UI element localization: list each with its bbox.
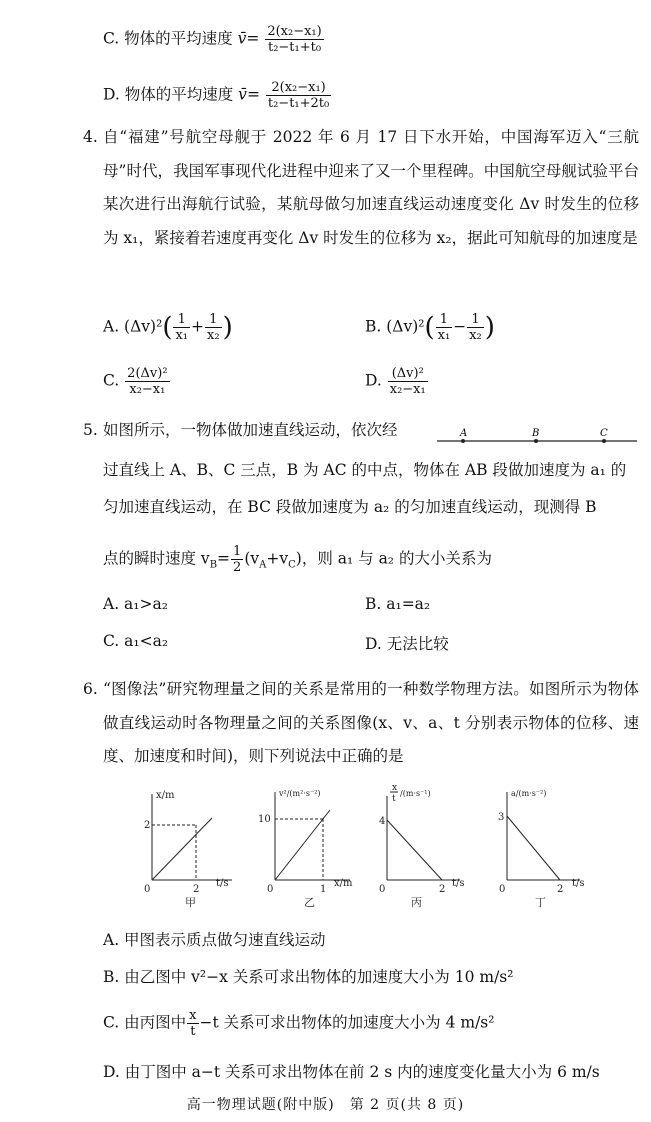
text: )，则 a₁ 与 a₂ 的大小关系为 [295,549,492,568]
text: C. 由丙图中 [103,1013,187,1032]
graph-jia-caption: 甲 [185,896,196,909]
q3-d-denominator: t₂−t₁+2t₀ [267,96,330,111]
frac-num: 1 [467,312,484,328]
text: −t 关系可求出物体的加速度大小为 4 m/s² [199,1013,495,1032]
q5-line4 [103,544,492,576]
q5-option-c: C. a₁<a₂ [103,632,169,650]
label-c: C [600,428,608,439]
q6-option-b: B. 由乙图中 v²−x 关系可求出物体的加速度大小为 10 m/s² [103,968,514,986]
graph-yi-ytick: 10 [258,814,271,825]
graph-bing-ylabel-den: t [392,794,396,804]
q4-c-prefix: C. [103,371,120,390]
sub: A [259,559,267,571]
point-a [461,439,465,443]
frac-den: x₂−x₁ [129,382,166,397]
q3-d-numerator: 2(x₂−x₁) [266,80,331,96]
q4-stem: 自“福建”号航空母舰于 2022 年 6 月 17 日下水开始，中国海军迈入“三航母”时代，我国军事现代化进程中迎来了又一个里程碑。中国航空母舰试验平台某次进行出海航行试验，某航母做匀加速直线运动速度变化 Δv 时发生的位移为 x₁，紧接着若速度再变化 Δv 时发生的位移为 x₂，据此可知航母的加速度是 [103,128,639,247]
sub: C [288,559,296,571]
q6-graphs [140,780,600,910]
q3-option-d-label: D. 物体的平均速度 [103,85,234,104]
v-bar-symbol: v̄= [237,29,260,48]
frac-den: x₁ [437,328,451,343]
frac-num: 1 [436,312,453,328]
graph-bing-ylabel-num: x [392,783,398,793]
sub: B [209,559,218,571]
graph-yi-ylabel: v²/(m²·s⁻²) [279,789,321,798]
graph-ding-xtick: 2 [557,884,564,895]
plot-line [387,820,442,880]
v-bar-symbol: v̄= [238,85,260,104]
graph-jia [152,794,232,880]
q4-b-prefix: B. (Δv)² [365,317,425,336]
q5-line2: 过直线上 A、B、C 三点，B 为 AC 的中点，物体在 AB 段做加速度为 a₁ 的 [103,461,627,479]
q5-line3: 匀加速直线运动，在 BC 段做加速度为 a₂ 的匀加速直线运动，现测得 B [103,498,597,516]
label-b: B [532,428,540,439]
frac-den: 2 [233,560,242,575]
q3-option-d [103,80,332,111]
q6-stem: “图像法”研究物理量之间的关系是常用的一种数学物理方法。如图所示为物体做直线运动时各物理量之间的关系图像(x、v、a、t 分别表示物体的位移、速度、加速度和时间)，则下列说法中正确的是 [103,680,639,765]
graph-bing-origin: 0 [379,884,386,895]
text: = [217,549,231,568]
frac-num: x [189,1008,197,1023]
graph-ding [507,792,580,880]
q6-option-d: D. 由丁图中 a−t 关系可求出物体在前 2 s 内的速度变化量大小为 6 m/s [103,1063,600,1081]
text: 点的瞬时速度 v [103,549,210,568]
graph-bing-ylabel-unit: /(m·s⁻¹) [400,789,431,798]
q4-option-d [365,366,429,397]
q3-option-c-fraction [265,24,323,55]
q4-option-b: B. (Δv)²( $\frac{1}{\text{x₁}}$ − $\frac{1}{\text{x₂}}$ ) [365,312,495,343]
frac-den: x₂ [469,328,482,343]
label-a: A [460,428,468,439]
q5-line-diagram [437,424,639,446]
frac-den: t [190,1024,196,1039]
frac-num: 1 [205,312,222,328]
graph-bing-xtick: 2 [439,884,446,895]
frac-den: x₁ [175,328,189,343]
graph-jia-xtick: 2 [193,884,200,895]
q6-option-c [103,1008,494,1039]
plot-line [152,818,212,880]
frac-den: x₂−x₁ [389,382,426,397]
q5-option-b: B. a₁=a₂ [365,595,431,613]
frac-den: x₂ [207,328,220,343]
graph-yi-xlabel: x/m [334,878,353,889]
graph-bing-xlabel: t/s [452,878,465,889]
graph-ding-ylabel: a/(m·s⁻²) [511,789,547,798]
graph-yi-origin: 0 [267,884,274,895]
graph-bing [387,796,460,880]
graph-ding-xlabel: t/s [572,878,585,889]
plot-line [275,810,330,880]
q5-number: 5. [83,421,98,439]
point-c [602,439,606,443]
text: (v [244,549,260,568]
text: +v [266,549,289,568]
q3-option-c-label: C. 物体的平均速度 [103,29,233,48]
q4-a-prefix: A. (Δv)² [103,317,163,336]
q4-d-prefix: D. [365,371,382,390]
graph-yi-xtick: 1 [320,884,327,895]
q5-option-d: D. 无法比较 [365,635,449,653]
q3-option-c [103,24,325,55]
graph-jia-xlabel: t/s [216,878,229,889]
q3-c-numerator: 2(x₂−x₁) [267,24,322,39]
graph-ding-ytick: 3 [498,812,505,823]
graph-ding-caption: 丁 [535,896,546,909]
graph-yi [275,792,350,880]
minus-sign: − [453,317,467,336]
frac-num: 1 [233,544,242,559]
q4-option-c [103,366,171,397]
graph-bing-ytick: 4 [379,816,386,827]
q6-number: 6. [83,680,98,698]
graph-ding-origin: 0 [499,884,506,895]
q4-option-a: A. (Δv)²( $\frac{1}{\text{x₁}}$ + $\frac{1}{\text{x₂}}$ ) [103,312,233,343]
q3-option-d-fraction [266,80,331,111]
q4-number: 4. [83,128,98,146]
plus-sign: + [191,317,205,336]
point-b [534,439,538,443]
graph-jia-ytick: 2 [144,820,151,831]
graph-yi-caption: 乙 [304,896,315,909]
graph-jia-ylabel: x/m [156,790,175,801]
q3-c-denominator: t₂−t₁+t₀ [267,40,322,55]
frac-num: 2(Δv)² [127,366,168,381]
page-footer: 高一物理试题(附中版) 第 2 页(共 8 页) [186,1097,465,1113]
q5-line1: 如图所示，一物体做加速直线运动，依次经 [103,421,398,439]
q5-option-a: A. a₁>a₂ [103,595,168,613]
graph-bing-caption: 丙 [411,896,422,909]
frac-num: 1 [173,312,190,328]
frac-num: (Δv)² [388,366,428,382]
q6-option-a: A. 甲图表示质点做匀速直线运动 [103,931,326,949]
graph-jia-origin: 0 [144,884,151,895]
plot-line [507,816,560,880]
